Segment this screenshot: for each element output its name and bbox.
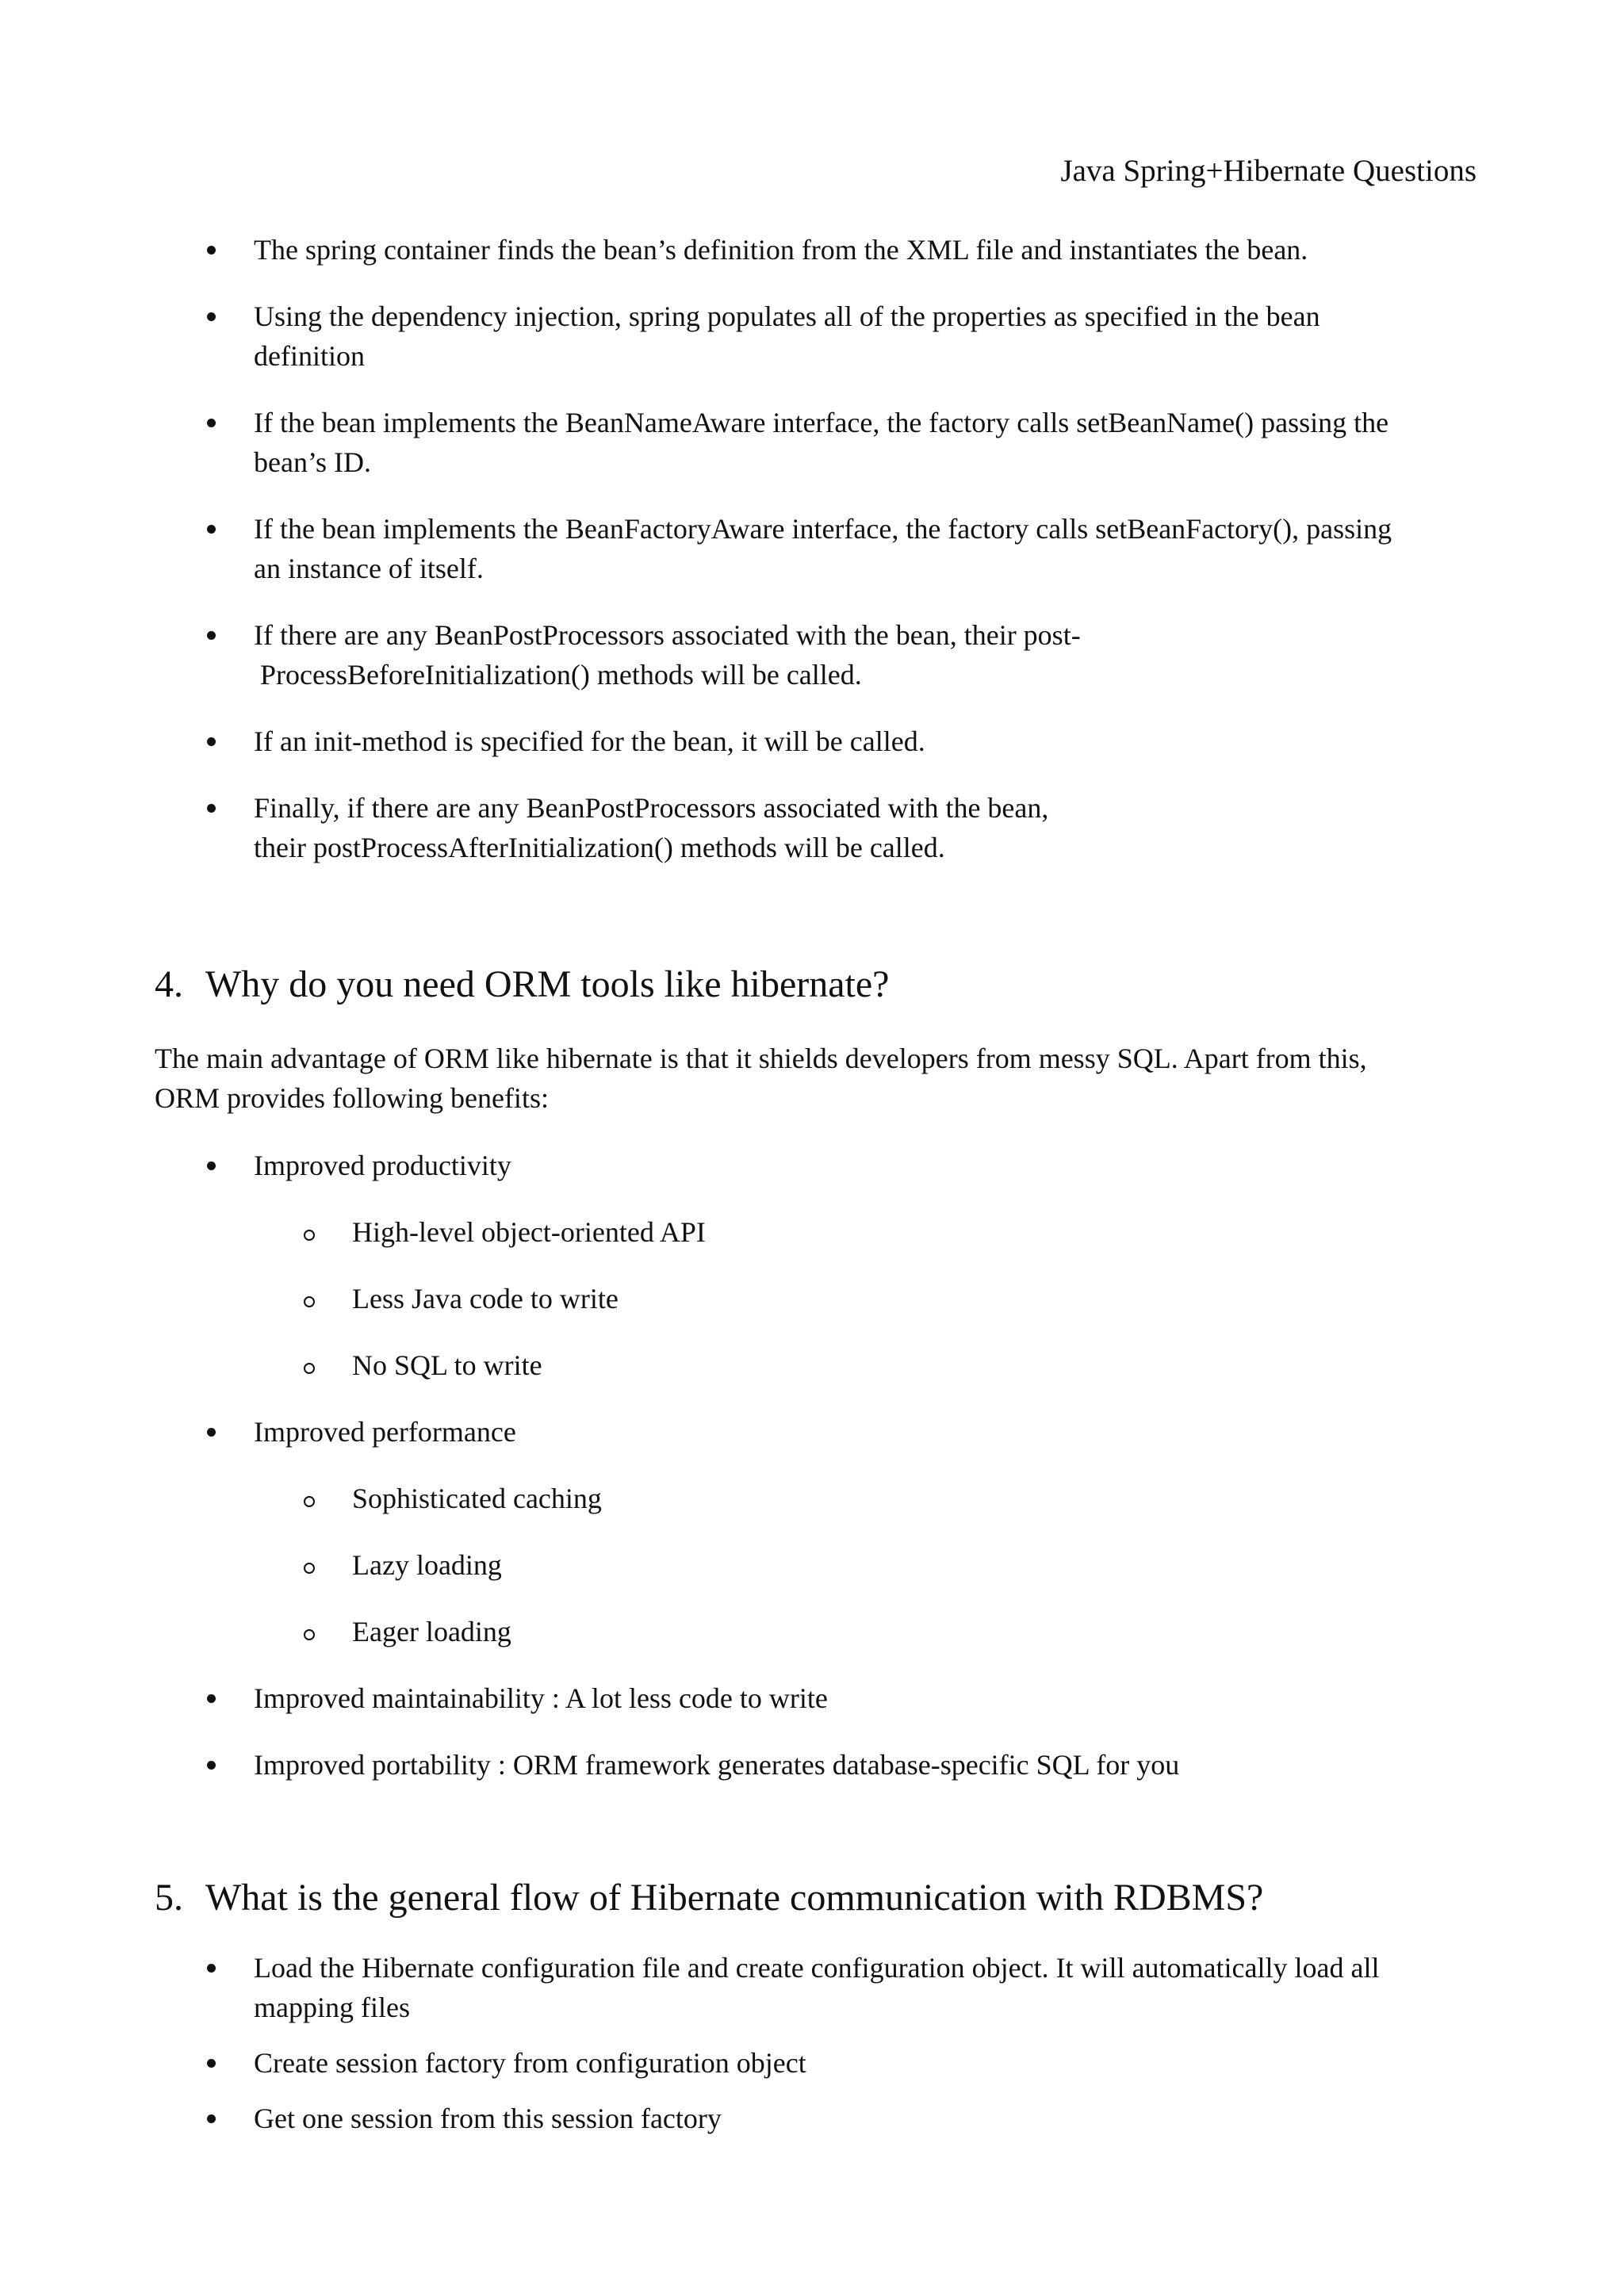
circle-bullet-icon [304,1363,315,1374]
bullet-icon [207,312,216,321]
page-header: Java Spring+Hibernate Questions [1060,154,1477,188]
sub-list-item [0,1612,1624,1651]
list-item-text: Load the Hibernate configuration file and create configuration object. It will automatically load all [254,1952,1380,1984]
section-title: What is the general flow of Hibernate communication with RDBMS? [205,1877,1264,1919]
list-item-text: If there are any BeanPostProcessors associated with the bean, their post- [254,619,1081,651]
bullet-icon [207,1761,216,1770]
list-item [0,615,1624,695]
bullet-icon [207,1428,216,1437]
list-item-text: Improved productivity [254,1150,511,1181]
list-item-text: ProcessBeforeInitialization() methods will be called. [260,659,862,691]
list-item [0,1678,1624,1718]
list-item [0,1412,1624,1452]
paragraph-line: ORM provides following benefits: [155,1082,549,1114]
bullet-icon [207,737,216,746]
section-number: 5. [155,1877,183,1919]
list-item-text: bean’s ID. [254,446,371,478]
list-item [0,230,1624,270]
section-intro [155,1039,1487,1118]
list-item [0,1745,1624,1785]
bullet-icon [207,1964,216,1973]
list-item [0,509,1624,588]
bullet-icon [207,246,216,254]
paragraph-line: The main advantage of ORM like hibernate is that it shields developers from messy SQL. Apart from this, [155,1043,1367,1074]
list-item-text: The spring container finds the bean’s definition from the XML file and instantiates the bean. [254,234,1308,266]
sub-list-item [0,1545,1624,1585]
list-item [0,297,1624,376]
circle-bullet-icon [304,1296,315,1307]
bullet-icon [207,1161,216,1170]
circle-bullet-icon [304,1496,315,1507]
sub-list-item-text: High-level object-oriented API [352,1216,706,1248]
list-item-text: Improved maintainability : A lot less code to write [254,1682,828,1714]
list-item-text: If the bean implements the BeanNameAware interface, the factory calls setBeanName() passing the [254,407,1389,438]
sub-list-item [0,1479,1624,1518]
bullet-icon [207,1694,216,1703]
lifecycle-list [0,230,1624,867]
list-item [0,2099,1624,2138]
list-item [0,1146,1624,1185]
list-item [0,788,1624,867]
bullet-icon [207,2059,216,2068]
benefits-list [0,1146,1624,1785]
section-number: 4. [155,963,183,1005]
list-item-text: their postProcessAfterInitialization() methods will be called. [254,832,945,863]
bullet-icon [207,2114,216,2123]
list-item-text: definition [254,340,365,372]
list-item-text: If an init-method is specified for the bean, it will be called. [254,725,925,757]
sub-list-item [0,1279,1624,1318]
sub-list-item [0,1345,1624,1385]
section-heading [155,1875,1263,1921]
sub-list-item-text: Sophisticated caching [352,1483,602,1514]
sub-list-item-text: Less Java code to write [352,1283,619,1314]
list-item-text: Get one session from this session factory [254,2103,722,2134]
sub-list-item [0,1212,1624,1252]
bullet-icon [207,804,216,813]
sub-list-item-text: Lazy loading [352,1549,502,1581]
section-heading [155,962,889,1008]
list-item-text: If the bean implements the BeanFactoryAware interface, the factory calls setBeanFactory(), passing [254,513,1392,545]
flow-steps-list [0,1948,1624,2138]
bullet-icon [207,419,216,427]
bullet-icon [207,631,216,640]
circle-bullet-icon [304,1230,315,1241]
list-item-text: mapping files [254,1992,410,2023]
list-item-text: Using the dependency injection, spring populates all of the properties as specified in the bean [254,300,1320,332]
bullet-icon [207,525,216,534]
section-title: Why do you need ORM tools like hibernate? [205,963,890,1005]
list-item-text: Finally, if there are any BeanPostProcessors associated with the bean, [254,792,1049,824]
list-item-text: an instance of itself. [254,553,484,584]
list-item-text: Improved portability : ORM framework generates database-specific SQL for you [254,1749,1180,1781]
list-item-text: Create session factory from configuration object [254,2047,806,2079]
list-item [0,721,1624,761]
circle-bullet-icon [304,1629,315,1640]
list-item [0,2043,1624,2083]
sub-list-item-text: No SQL to write [352,1349,542,1381]
list-item [0,403,1624,482]
circle-bullet-icon [304,1563,315,1574]
sub-list-item-text: Eager loading [352,1616,511,1647]
list-item [0,1948,1624,2027]
list-item-text: Improved performance [254,1416,516,1448]
